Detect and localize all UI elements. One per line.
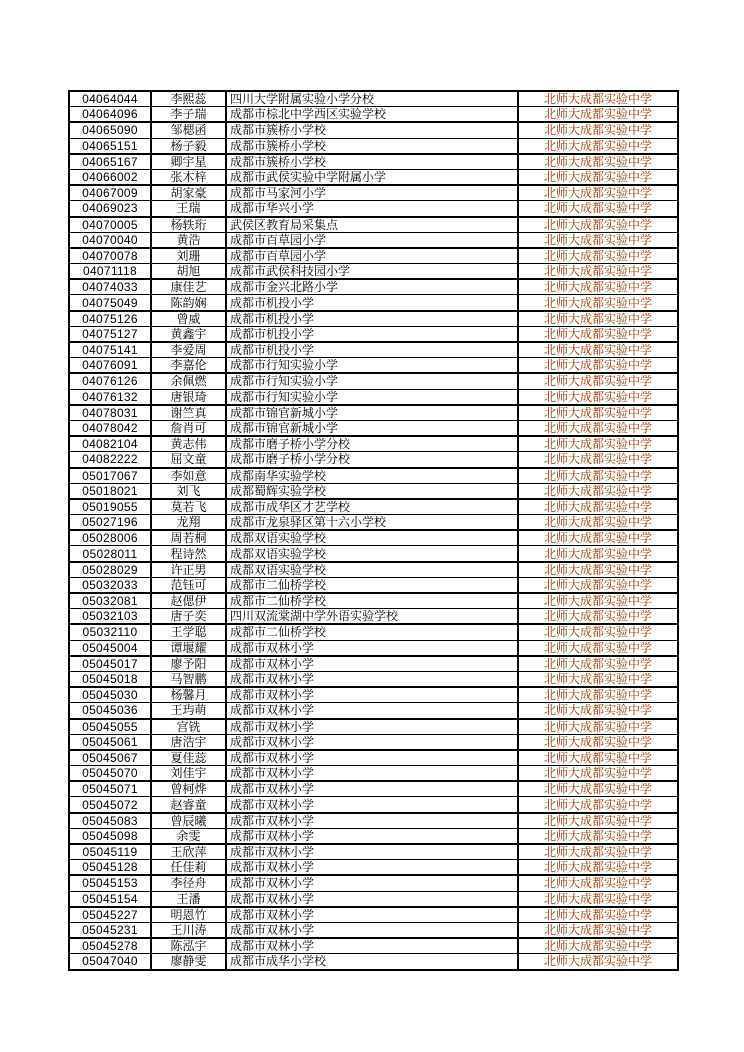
table-row <box>69 640 678 656</box>
table-row <box>69 107 678 123</box>
assigned-school-cell: 北师大成都实验中学 <box>518 389 678 405</box>
assigned-school-cell: 北师大成都实验中学 <box>518 671 678 687</box>
assigned-school-cell: 北师大成都实验中学 <box>518 562 678 578</box>
student-name-cell: 明恩竹 <box>151 907 226 923</box>
student-name-cell: 王川涛 <box>151 922 226 938</box>
table-row <box>69 405 678 421</box>
assigned-school-cell: 北师大成都实验中学 <box>518 891 678 907</box>
assigned-school-cell: 北师大成都实验中学 <box>518 154 678 170</box>
assigned-school-cell: 北师大成都实验中学 <box>518 468 678 484</box>
assigned-school-cell: 北师大成都实验中学 <box>518 483 678 499</box>
table-row <box>69 326 678 342</box>
student-name-cell: 胡旭 <box>151 264 226 280</box>
school-cell: 成都市武侯实验中学附属小学 <box>226 169 518 185</box>
student-id-cell: 04067009 <box>69 185 151 201</box>
table-row <box>69 860 678 876</box>
student-name-cell: 胡家豪 <box>151 185 226 201</box>
table-row <box>69 828 678 844</box>
student-name-cell: 黄浩 <box>151 232 226 248</box>
assigned-school-cell: 北师大成都实验中学 <box>518 452 678 468</box>
school-cell: 成都市双林小学 <box>226 656 518 672</box>
student-id-cell: 04070078 <box>69 248 151 264</box>
assigned-school-cell: 北师大成都实验中学 <box>518 609 678 625</box>
table-row <box>69 687 678 703</box>
student-id-cell: 04066002 <box>69 169 151 185</box>
school-cell: 成都市行知实验小学 <box>226 373 518 389</box>
student-id-cell: 05045004 <box>69 640 151 656</box>
table-row <box>69 938 678 954</box>
student-id-cell: 05045055 <box>69 719 151 735</box>
student-id-cell: 05045070 <box>69 766 151 782</box>
school-cell: 成都市双林小学 <box>226 875 518 891</box>
student-name-cell: 王玙萌 <box>151 703 226 719</box>
assigned-school-cell: 北师大成都实验中学 <box>518 217 678 233</box>
student-name-cell: 宫铣 <box>151 719 226 735</box>
student-id-cell: 05032033 <box>69 577 151 593</box>
table-body <box>69 91 678 970</box>
student-id-cell: 05045278 <box>69 938 151 954</box>
table-row <box>69 138 678 154</box>
school-cell: 成都市棕北中学西区实验学校 <box>226 107 518 123</box>
school-cell: 成都市机投小学 <box>226 311 518 327</box>
school-cell: 四川双流棠湖中学外语实验学校 <box>226 609 518 625</box>
table-row <box>69 593 678 609</box>
assigned-school-cell: 北师大成都实验中学 <box>518 185 678 201</box>
student-name-cell: 唐浩宇 <box>151 734 226 750</box>
assigned-school-cell: 北师大成都实验中学 <box>518 107 678 123</box>
assigned-school-cell: 北师大成都实验中学 <box>518 279 678 295</box>
student-id-cell: 05045072 <box>69 797 151 813</box>
student-id-cell: 05045071 <box>69 781 151 797</box>
student-id-cell: 05045098 <box>69 828 151 844</box>
assigned-school-cell: 北师大成都实验中学 <box>518 922 678 938</box>
school-cell: 成都市双林小学 <box>226 781 518 797</box>
student-id-cell: 05045017 <box>69 656 151 672</box>
student-name-cell: 王欣萍 <box>151 844 226 860</box>
assigned-school-cell: 北师大成都实验中学 <box>518 264 678 280</box>
school-cell: 成都双语实验学校 <box>226 530 518 546</box>
table-row <box>69 358 678 374</box>
table-row <box>69 279 678 295</box>
student-id-cell: 05032081 <box>69 593 151 609</box>
assigned-school-cell: 北师大成都实验中学 <box>518 499 678 515</box>
assigned-school-cell: 北师大成都实验中学 <box>518 138 678 154</box>
school-cell: 成都市双林小学 <box>226 860 518 876</box>
table-row <box>69 562 678 578</box>
school-cell: 成都市双林小学 <box>226 797 518 813</box>
student-id-cell: 05045128 <box>69 860 151 876</box>
student-name-cell: 李径舟 <box>151 875 226 891</box>
student-name-cell: 谢竺真 <box>151 405 226 421</box>
school-cell: 四川大学附属实验小学分校 <box>226 91 518 107</box>
student-id-cell: 05045227 <box>69 907 151 923</box>
assigned-school-cell: 北师大成都实验中学 <box>518 311 678 327</box>
assigned-school-cell: 北师大成都实验中学 <box>518 295 678 311</box>
table-row <box>69 342 678 358</box>
school-cell: 成都市双林小学 <box>226 750 518 766</box>
assigned-school-cell: 北师大成都实验中学 <box>518 515 678 531</box>
assigned-school-cell: 北师大成都实验中学 <box>518 719 678 735</box>
school-cell: 成都市百草园小学 <box>226 232 518 248</box>
school-cell: 成都市簇桥小学校 <box>226 122 518 138</box>
student-id-cell: 05045154 <box>69 891 151 907</box>
table-row <box>69 499 678 515</box>
school-cell: 成都双语实验学校 <box>226 562 518 578</box>
table-row <box>69 766 678 782</box>
student-id-cell: 04076091 <box>69 358 151 374</box>
assigned-school-cell: 北师大成都实验中学 <box>518 766 678 782</box>
student-name-cell: 李嘉伦 <box>151 358 226 374</box>
student-id-cell: 05019055 <box>69 499 151 515</box>
table-row <box>69 609 678 625</box>
student-name-cell: 王瑞 <box>151 201 226 217</box>
assigned-school-cell: 北师大成都实验中学 <box>518 734 678 750</box>
table-row <box>69 891 678 907</box>
assigned-school-cell: 北师大成都实验中学 <box>518 907 678 923</box>
school-cell: 成都市双林小学 <box>226 922 518 938</box>
assigned-school-cell: 北师大成都实验中学 <box>518 232 678 248</box>
table-row <box>69 844 678 860</box>
student-id-cell: 05027196 <box>69 515 151 531</box>
student-id-cell: 05017067 <box>69 468 151 484</box>
table-row <box>69 656 678 672</box>
student-id-cell: 05018021 <box>69 483 151 499</box>
assigned-school-cell: 北师大成都实验中学 <box>518 373 678 389</box>
student-name-cell: 陈韵娴 <box>151 295 226 311</box>
assigned-school-cell: 北师大成都实验中学 <box>518 624 678 640</box>
table-row <box>69 624 678 640</box>
assigned-school-cell: 北师大成都实验中学 <box>518 828 678 844</box>
student-name-cell: 廖静雯 <box>151 954 226 970</box>
student-name-cell: 谭堰耀 <box>151 640 226 656</box>
student-id-cell: 05045030 <box>69 687 151 703</box>
student-name-cell: 康佳艺 <box>151 279 226 295</box>
student-id-cell: 05045036 <box>69 703 151 719</box>
school-cell: 成都市双林小学 <box>226 703 518 719</box>
assigned-school-cell: 北师大成都实验中学 <box>518 342 678 358</box>
assigned-school-cell: 北师大成都实验中学 <box>518 938 678 954</box>
assigned-school-cell: 北师大成都实验中学 <box>518 169 678 185</box>
table-row <box>69 201 678 217</box>
school-cell: 武侯区教育局采集点 <box>226 217 518 233</box>
assigned-school-cell: 北师大成都实验中学 <box>518 358 678 374</box>
school-cell: 成都市武侯科技园小学 <box>226 264 518 280</box>
table-row <box>69 420 678 436</box>
school-cell: 成都市双林小学 <box>226 907 518 923</box>
school-cell: 成都市行知实验小学 <box>226 389 518 405</box>
school-cell: 成都市百草园小学 <box>226 248 518 264</box>
student-id-cell: 04075127 <box>69 326 151 342</box>
assigned-school-cell: 北师大成都实验中学 <box>518 781 678 797</box>
school-cell: 成都市磨子桥小学分校 <box>226 452 518 468</box>
school-cell: 成都市二仙桥学校 <box>226 593 518 609</box>
assigned-school-cell: 北师大成都实验中学 <box>518 687 678 703</box>
school-cell: 成都市双林小学 <box>226 891 518 907</box>
table-row <box>69 169 678 185</box>
table-row <box>69 703 678 719</box>
table-row <box>69 530 678 546</box>
student-name-cell: 詹肖可 <box>151 420 226 436</box>
school-cell: 成都市双林小学 <box>226 719 518 735</box>
student-id-cell: 05045018 <box>69 671 151 687</box>
school-cell: 成都蜀辉实验学校 <box>226 483 518 499</box>
student-id-cell: 04078031 <box>69 405 151 421</box>
assigned-school-cell: 北师大成都实验中学 <box>518 750 678 766</box>
student-name-cell: 王学聪 <box>151 624 226 640</box>
school-cell: 成都市机投小学 <box>226 295 518 311</box>
assigned-school-cell: 北师大成都实验中学 <box>518 797 678 813</box>
student-id-cell: 04075141 <box>69 342 151 358</box>
assigned-school-cell: 北师大成都实验中学 <box>518 91 678 107</box>
student-name-cell: 李子瑞 <box>151 107 226 123</box>
student-name-cell: 王潘 <box>151 891 226 907</box>
school-cell: 成都双语实验学校 <box>226 546 518 562</box>
school-cell: 成都市华兴小学 <box>226 201 518 217</box>
school-cell: 成都市双林小学 <box>226 844 518 860</box>
table-row <box>69 295 678 311</box>
student-id-cell: 05045231 <box>69 922 151 938</box>
student-name-cell: 邹楒函 <box>151 122 226 138</box>
school-cell: 成都市双林小学 <box>226 938 518 954</box>
student-id-cell: 04075126 <box>69 311 151 327</box>
student-assignment-table <box>68 90 679 971</box>
student-id-cell: 05028011 <box>69 546 151 562</box>
student-name-cell: 余雯 <box>151 828 226 844</box>
school-cell: 成都市双林小学 <box>226 813 518 829</box>
table-row <box>69 671 678 687</box>
student-name-cell: 李熙蕊 <box>151 91 226 107</box>
school-cell: 成都市磨子桥小学分校 <box>226 436 518 452</box>
student-id-cell: 04065151 <box>69 138 151 154</box>
assigned-school-cell: 北师大成都实验中学 <box>518 656 678 672</box>
assigned-school-cell: 北师大成都实验中学 <box>518 954 678 970</box>
student-id-cell: 05028006 <box>69 530 151 546</box>
student-id-cell: 05045119 <box>69 844 151 860</box>
assigned-school-cell: 北师大成都实验中学 <box>518 405 678 421</box>
student-id-cell: 04064096 <box>69 107 151 123</box>
assigned-school-cell: 北师大成都实验中学 <box>518 530 678 546</box>
student-id-cell: 05045067 <box>69 750 151 766</box>
school-cell: 成都市二仙桥学校 <box>226 624 518 640</box>
school-cell: 成都市行知实验小学 <box>226 358 518 374</box>
table-row <box>69 719 678 735</box>
table-row <box>69 922 678 938</box>
table-row <box>69 483 678 499</box>
student-id-cell: 04065167 <box>69 154 151 170</box>
student-id-cell: 05032103 <box>69 609 151 625</box>
assigned-school-cell: 北师大成都实验中学 <box>518 844 678 860</box>
student-name-cell: 程诗然 <box>151 546 226 562</box>
student-id-cell: 04064044 <box>69 91 151 107</box>
assigned-school-cell: 北师大成都实验中学 <box>518 122 678 138</box>
assigned-school-cell: 北师大成都实验中学 <box>518 201 678 217</box>
table-row <box>69 734 678 750</box>
student-name-cell: 杨轶珩 <box>151 217 226 233</box>
school-cell: 成都市马家河小学 <box>226 185 518 201</box>
table-row <box>69 311 678 327</box>
student-name-cell: 屈文童 <box>151 452 226 468</box>
student-name-cell: 黄志伟 <box>151 436 226 452</box>
school-cell: 成都市簇桥小学校 <box>226 154 518 170</box>
table-row <box>69 750 678 766</box>
school-cell: 成都市簇桥小学校 <box>226 138 518 154</box>
student-id-cell: 04074033 <box>69 279 151 295</box>
table-row <box>69 264 678 280</box>
student-name-cell: 卿宇星 <box>151 154 226 170</box>
table-row <box>69 577 678 593</box>
student-id-cell: 04070005 <box>69 217 151 233</box>
school-cell: 成都市双林小学 <box>226 828 518 844</box>
school-cell: 成都市机投小学 <box>226 342 518 358</box>
table-row <box>69 122 678 138</box>
table-row <box>69 217 678 233</box>
student-id-cell: 05045061 <box>69 734 151 750</box>
student-name-cell: 曾柯烨 <box>151 781 226 797</box>
table-row <box>69 468 678 484</box>
student-name-cell: 唐银琦 <box>151 389 226 405</box>
student-name-cell: 李爱周 <box>151 342 226 358</box>
table-row <box>69 875 678 891</box>
table-row <box>69 232 678 248</box>
student-name-cell: 周若桐 <box>151 530 226 546</box>
assigned-school-cell: 北师大成都实验中学 <box>518 875 678 891</box>
table-row <box>69 797 678 813</box>
student-id-cell: 04071118 <box>69 264 151 280</box>
student-name-cell: 夏佳蕊 <box>151 750 226 766</box>
assigned-school-cell: 北师大成都实验中学 <box>518 326 678 342</box>
school-cell: 成都市成华小学校 <box>226 954 518 970</box>
table-row <box>69 515 678 531</box>
table-row <box>69 813 678 829</box>
school-cell: 成都南华实验学校 <box>226 468 518 484</box>
student-name-cell: 陈泓宇 <box>151 938 226 954</box>
student-id-cell: 04065090 <box>69 122 151 138</box>
table-row <box>69 436 678 452</box>
table-row <box>69 185 678 201</box>
school-cell: 成都市双林小学 <box>226 687 518 703</box>
student-id-cell: 05045083 <box>69 813 151 829</box>
student-id-cell: 04070040 <box>69 232 151 248</box>
student-id-cell: 04082104 <box>69 436 151 452</box>
student-id-cell: 05028029 <box>69 562 151 578</box>
student-name-cell: 李如意 <box>151 468 226 484</box>
student-name-cell: 余佩燃 <box>151 373 226 389</box>
table-row <box>69 546 678 562</box>
student-id-cell: 04082222 <box>69 452 151 468</box>
student-name-cell: 莫若飞 <box>151 499 226 515</box>
school-cell: 成都市双林小学 <box>226 766 518 782</box>
student-id-cell: 04078042 <box>69 420 151 436</box>
student-name-cell: 曾辰曦 <box>151 813 226 829</box>
table-row <box>69 154 678 170</box>
student-name-cell: 龙翔 <box>151 515 226 531</box>
table-row <box>69 954 678 970</box>
student-name-cell: 杨馨月 <box>151 687 226 703</box>
school-cell: 成都市锦官新城小学 <box>226 405 518 421</box>
school-cell: 成都市龙泉驿区第十六小学校 <box>226 515 518 531</box>
table-row <box>69 91 678 107</box>
student-name-cell: 赵睿童 <box>151 797 226 813</box>
student-name-cell: 范钰可 <box>151 577 226 593</box>
student-name-cell: 马智鹏 <box>151 671 226 687</box>
assigned-school-cell: 北师大成都实验中学 <box>518 577 678 593</box>
assigned-school-cell: 北师大成都实验中学 <box>518 640 678 656</box>
student-id-cell: 04076132 <box>69 389 151 405</box>
student-id-cell: 05032110 <box>69 624 151 640</box>
assigned-school-cell: 北师大成都实验中学 <box>518 703 678 719</box>
student-name-cell: 任佳莉 <box>151 860 226 876</box>
assigned-school-cell: 北师大成都实验中学 <box>518 546 678 562</box>
school-cell: 成都市金兴北路小学 <box>226 279 518 295</box>
student-id-cell: 05047040 <box>69 954 151 970</box>
student-name-cell: 廖予阳 <box>151 656 226 672</box>
school-cell: 成都市成华区才艺学校 <box>226 499 518 515</box>
assigned-school-cell: 北师大成都实验中学 <box>518 860 678 876</box>
assigned-school-cell: 北师大成都实验中学 <box>518 593 678 609</box>
assigned-school-cell: 北师大成都实验中学 <box>518 248 678 264</box>
student-name-cell: 刘佳宇 <box>151 766 226 782</box>
school-cell: 成都市双林小学 <box>226 671 518 687</box>
student-id-cell: 04076126 <box>69 373 151 389</box>
student-name-cell: 张木梓 <box>151 169 226 185</box>
assigned-school-cell: 北师大成都实验中学 <box>518 813 678 829</box>
assigned-school-cell: 北师大成都实验中学 <box>518 420 678 436</box>
student-name-cell: 刘珊 <box>151 248 226 264</box>
student-name-cell: 赵偲伊 <box>151 593 226 609</box>
school-cell: 成都市二仙桥学校 <box>226 577 518 593</box>
school-cell: 成都市锦官新城小学 <box>226 420 518 436</box>
student-name-cell: 曾威 <box>151 311 226 327</box>
school-cell: 成都市双林小学 <box>226 640 518 656</box>
table-row <box>69 389 678 405</box>
student-name-cell: 杨子毅 <box>151 138 226 154</box>
student-id-cell: 04075049 <box>69 295 151 311</box>
student-id-cell: 04069023 <box>69 201 151 217</box>
table-row <box>69 248 678 264</box>
school-cell: 成都市双林小学 <box>226 734 518 750</box>
table-row <box>69 907 678 923</box>
student-id-cell: 05045153 <box>69 875 151 891</box>
table-row <box>69 373 678 389</box>
table-row <box>69 781 678 797</box>
student-name-cell: 唐子奕 <box>151 609 226 625</box>
table-row <box>69 452 678 468</box>
student-name-cell: 许正男 <box>151 562 226 578</box>
student-name-cell: 黄鑫宇 <box>151 326 226 342</box>
assigned-school-cell: 北师大成都实验中学 <box>518 436 678 452</box>
school-cell: 成都市机投小学 <box>226 326 518 342</box>
student-name-cell: 刘飞 <box>151 483 226 499</box>
